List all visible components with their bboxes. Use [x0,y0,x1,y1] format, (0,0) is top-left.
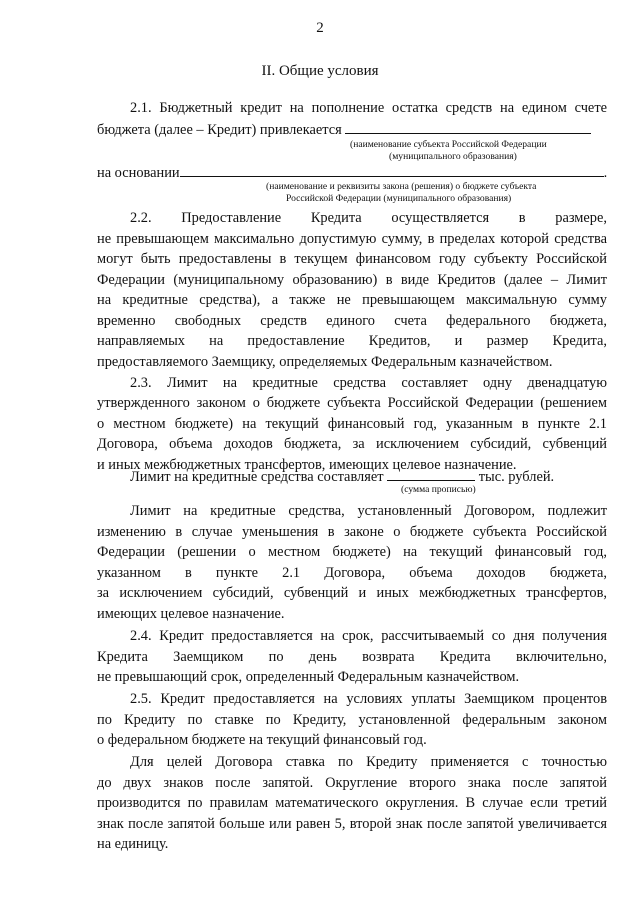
limit-amount-blank [387,466,475,481]
limit-amount-note: (сумма прописью) [401,484,476,495]
p2-2-line-8: предоставляемого Заемщику, определяемых Федеральным казначейством. [97,354,553,370]
limit-change-line-2: изменению в случае уменьшения в законе о бюджете субъекта Российской [97,524,607,540]
limit-line-before: Лимит на кредитные средства составляет [130,469,384,485]
p2-5-line-3: о федеральном бюджете на текущий финансовый год. [97,732,427,748]
rounding-line-5: на единицу. [97,836,169,852]
p2-2-line-6: временно свободных средств единого счета федерального бюджета, [97,313,607,329]
p2-1-line-3-text: на основании [97,165,180,181]
p2-3-line-5: и иных межбюджетных трансфертов, имеющих целевое назначение. [97,457,517,473]
rounding-line-1: Для целей Договора ставка по Кредиту применяется с точностью [130,754,607,770]
limit-change-line-1: Лимит на кредитные средства, установленный Договором, подлежит [130,503,607,519]
p2-4-line-1: 2.4. Кредит предоставляется на срок, рассчитываемый со дня получения [130,628,607,644]
p2-1-line-3 [97,162,607,183]
law-reference-blank [180,162,604,177]
p2-5-line-2: по Кредиту по ставке по Кредиту, установленной федеральным законом [97,712,607,728]
limit-change-line-5: за исключением субсидий, субвенций и иных межбюджетных трансфертов, [97,585,607,601]
p2-1-line-3-end: . [603,165,608,181]
rounding-line-2: до двух знаков после запятой. Округление второго знака после запятой [97,775,607,791]
borrower-name-blank [345,119,591,134]
p2-1-line-1: 2.1. Бюджетный кредит на пополнение остатка средств на едином счете [130,100,607,116]
limit-line [130,466,607,487]
p2-3-line-3: о местном бюджете) на текущий финансовый год, указанным в пункте 2.1 [97,416,607,432]
limit-change-line-6: имеющих целевое назначение. [97,606,285,622]
p2-2-line-5: на кредитные средства), а также не превышающем максимальную сумму [97,292,607,308]
p2-1-line-2 [97,119,607,140]
p2-2-line-1: 2.2. Предоставление Кредита осуществляется в размере, [130,210,607,226]
p2-1-line-2-text: бюджета (далее – Кредит) привлекается [97,122,342,138]
p2-3-line-2: утвержденного законом о бюджете субъекта Российской Федерации (решением [97,395,607,411]
p2-1-note-2a: (наименование и реквизиты закона (решения) о бюджете субъекта [266,181,537,192]
p2-4-line-3: не превышающий срок, определенный Федеральным казначейством. [97,669,520,685]
p2-1-note-1b: (муниципального образования) [389,151,517,162]
limit-line-after: тыс. рублей. [478,469,555,485]
p2-4-line-2: Кредита Заемщиком по день возврата Кредита включительно, [97,649,607,665]
p2-3-line-4: Договора, объема доходов бюджета, за исключением субсидий, субвенций [97,436,607,452]
rounding-line-4: знак после запятой больше или равен 5, второй знак после запятой увеличивается [97,816,607,832]
p2-2-line-7: направляемых на предоставление Кредитов, и размер Кредита, [97,333,607,349]
page-number: 2 [316,20,324,36]
limit-change-line-3: Федерации (решении о местном бюджете) на текущий финансовый год, [97,544,607,560]
p2-5-line-1: 2.5. Кредит предоставляется на условиях уплаты Заемщиком процентов [130,691,607,707]
p2-1-note-1a: (наименование субъекта Российской Федерации [350,139,547,150]
section-title: II. Общие условия [261,63,379,79]
limit-change-line-4: указанном в пункте 2.1 Договора, объема доходов бюджета, [97,565,607,581]
p2-2-line-2: не превышающем максимально допустимую сумму, в пределах которой средства [97,231,607,247]
p2-3-line-1: 2.3. Лимит на кредитные средства составляет одну двенадцатую [130,375,607,391]
rounding-line-3: производится по правилам математического округления. В случае если третий [97,795,607,811]
p2-1-note-2b: Российской Федерации (муниципального образования) [286,193,512,204]
p2-2-line-3: могут быть предоставлены в текущем финансовом году субъекту Российской [97,251,607,267]
p2-2-line-4: Федерации (муниципальному образованию) в виде Кредитов (далее – Лимит [97,272,607,288]
